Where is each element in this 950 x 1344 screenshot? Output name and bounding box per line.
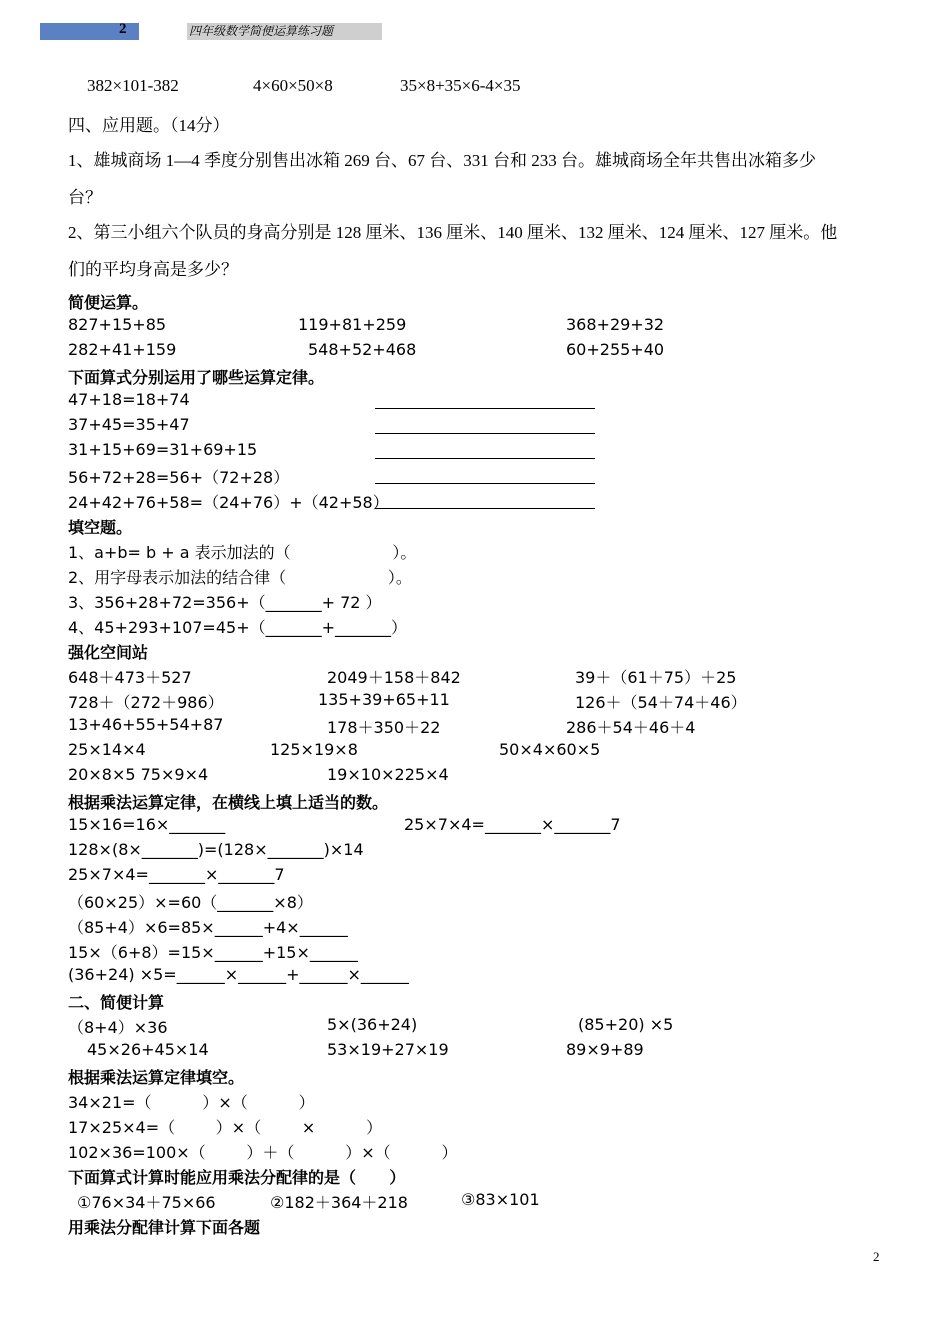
mult-laws-row1-b: 25×7×4=_______×_______7 [404, 815, 621, 834]
mult-laws-item-5: 15×（6+8）=15×______+15×______ [68, 943, 358, 962]
mult-fill-item-3: 102×36=100×（ ）＋（ ）×（ ） [68, 1143, 458, 1162]
laws-heading: 下面算式分别运用了哪些运算定律。 [68, 368, 325, 387]
laws-item-2: 37+45=35+47 [68, 415, 190, 434]
laws-item-5: 24+42+76+58=（24+76）+（42+58） [68, 493, 389, 512]
simple-calc-r1c1: 827+15+85 [68, 315, 167, 334]
simple-calc-r1c2: 119+81+259 [298, 315, 407, 334]
laws-item-4: 56+72+28=56+（72+28） [68, 468, 290, 487]
strengthen-r2c2: 135+39+65+11 [318, 690, 450, 709]
distrib-heading: 下面算式计算时能应用乘法分配律的是（ ） [68, 1168, 406, 1187]
footer-page-number: 2 [873, 1249, 880, 1264]
section4-q2-line1: 2、第三小组六个队员的身高分别是 128 厘米、136 厘米、140 厘米、132 厘米、124 厘米、127 厘米。他 [68, 223, 838, 242]
section2-r2c3: 89×9+89 [566, 1040, 644, 1059]
laws-answer-line-2[interactable] [375, 433, 595, 434]
laws-answer-line-5[interactable] [375, 508, 595, 509]
strengthen-r4c2: 125×19×8 [270, 740, 358, 759]
section2-r1c2: 5×(36+24) [327, 1015, 418, 1034]
fill-heading: 填空题。 [68, 518, 133, 537]
strengthen-heading: 强化空间站 [68, 643, 149, 662]
strengthen-r3c1: 13+46+55+54+87 [68, 715, 224, 734]
strengthen-r3c2: 178＋350＋22 [327, 718, 441, 737]
strengthen-r4c1: 25×14×4 [68, 740, 146, 759]
strengthen-r4c3: 50×4×60×5 [499, 740, 601, 759]
fill-item-2: 2、用字母表示加法的结合律（ ）。 [68, 568, 412, 587]
fill-item-1: 1、a+b= b + a 表示加法的（ ）。 [68, 543, 417, 562]
strengthen-r2c1: 728＋（272＋986） [68, 693, 224, 712]
laws-item-1: 47+18=18+74 [68, 390, 190, 409]
last-heading: 用乘法分配律计算下面各题 [68, 1218, 261, 1237]
simple-calc-r2c3: 60+255+40 [566, 340, 665, 359]
simple-calc-r2c2: 548+52+468 [308, 340, 417, 359]
top-expr-2: 4×60×50×8 [253, 76, 333, 95]
laws-answer-line-4[interactable] [375, 483, 595, 484]
header-page-number: 2 [119, 21, 127, 37]
top-expr-1: 382×101-382 [87, 76, 179, 95]
laws-answer-line-3[interactable] [375, 458, 595, 459]
mult-laws-item-1: 128×(8×_______)=(128×_______)×14 [68, 840, 364, 859]
section4-q2-line2: 们的平均身高是多少？ [68, 260, 238, 279]
strengthen-r5c1: 20×8×5 75×9×4 [68, 765, 209, 784]
section4-q1-line2: 台？ [68, 188, 102, 207]
mult-laws-item-3: （60×25）×=60（_______×8） [68, 893, 313, 912]
mult-fill-item-1: 34×21=（ ）×（ ） [68, 1093, 315, 1112]
mult-fill-item-2: 17×25×4=（ ）×（ × ） [68, 1118, 383, 1137]
simple-calc-r2c1: 282+41+159 [68, 340, 177, 359]
strengthen-r2c3: 126＋（54＋74＋46） [575, 693, 747, 712]
header-title: 四年级数学简便运算练习题 [187, 23, 382, 40]
strengthen-r5c2: 19×10×225×4 [327, 765, 449, 784]
strengthen-r1c1: 648＋473＋527 [68, 668, 192, 687]
section2-r1c1: （8+4）×36 [68, 1018, 168, 1037]
top-expr-3: 35×8+35×6-4×35 [400, 76, 521, 95]
simple-calc-r1c3: 368+29+32 [566, 315, 665, 334]
section2-r2c2: 53×19+27×19 [327, 1040, 449, 1059]
fill-item-4: 4、45+293+107=45+（_______+_______） [68, 618, 408, 637]
section2-heading: 二、简便计算 [68, 993, 165, 1012]
laws-item-3: 31+15+69=31+69+15 [68, 440, 258, 459]
section2-r1c3: (85+20) ×5 [578, 1015, 674, 1034]
distrib-option-2: ②182＋364＋218 [270, 1193, 408, 1212]
fill-item-3: 3、356+28+72=356+（_______+ 72 ） [68, 593, 382, 612]
mult-laws-row1-a: 15×16=16×_______ [68, 815, 226, 834]
mult-laws-item-2: 25×7×4=_______×_______7 [68, 865, 285, 884]
strengthen-r1c3: 39＋（61＋75）＋25 [575, 668, 737, 687]
distrib-option-3: ③83×101 [461, 1190, 540, 1209]
strengthen-r3c3: 286＋54＋46＋4 [566, 718, 696, 737]
mult-fill-heading: 根据乘法运算定律填空。 [68, 1068, 245, 1087]
section4-heading: 四、应用题。（14分） [68, 116, 230, 135]
mult-laws-heading: 根据乘法运算定律，在横线上填上适当的数。 [68, 793, 389, 812]
mult-laws-item-6: (36+24) ×5=______×______+______×______ [68, 965, 409, 984]
section4-q1-line1: 1、雄城商场 1—4 季度分别售出冰箱 269 台、67 台、331 台和 233 台。雄城商场全年共售出冰箱多少 [68, 151, 816, 170]
mult-laws-item-4: （85+4）×6=85×______+4×______ [68, 918, 348, 937]
section2-r2c1: 45×26+45×14 [87, 1040, 209, 1059]
simple-calc-heading: 简便运算。 [68, 293, 149, 312]
strengthen-r1c2: 2049＋158＋842 [327, 668, 461, 687]
distrib-option-1: ①76×34＋75×66 [77, 1193, 216, 1212]
laws-answer-line-1[interactable] [375, 408, 595, 409]
